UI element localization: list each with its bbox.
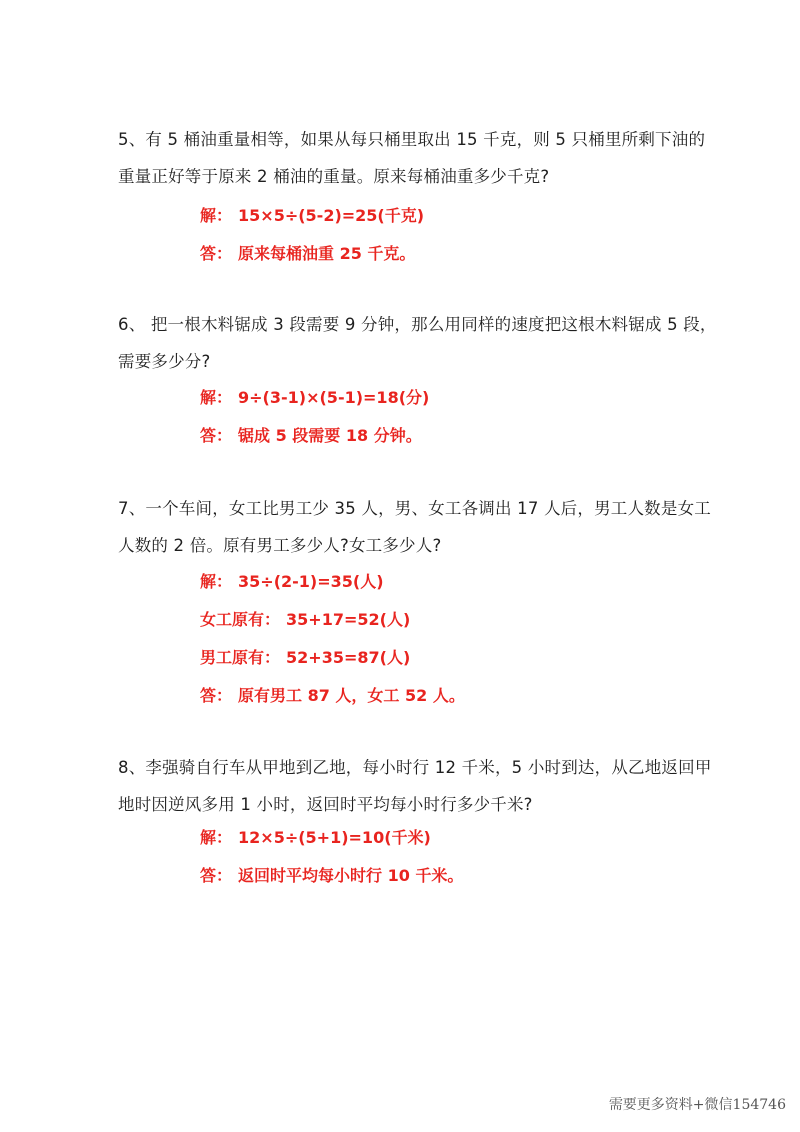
footer-watermark: 需要更多资料+微信154746: [608, 1097, 786, 1113]
answer-text: 原有男工 87 人，女工 52 人。: [238, 686, 465, 705]
answer-label: 解：: [200, 572, 233, 591]
answer-line: [200, 684, 465, 708]
question-line: 8、李强骑自行车从甲地到乙地，每小时行 12 千米，5 小时到达，从乙地返回甲: [118, 758, 712, 777]
problem-6-answers: [200, 386, 429, 448]
question-line: 需要多少分?: [118, 352, 211, 371]
answer-label: 解：: [200, 828, 233, 847]
question-line: 5、有 5 桶油重量相等，如果从每只桶里取出 15 千克，则 5 只桶里所剩下油的: [118, 130, 706, 149]
answer-line: [200, 204, 424, 228]
question-line: 6、 把一根木料锯成 3 段需要 9 分钟，那么用同样的速度把这根木料锯成 5 段，: [118, 315, 717, 334]
answer-line: [200, 608, 465, 632]
answer-label: 答：: [200, 686, 233, 705]
answer-text: 35+17=52(人): [286, 610, 411, 629]
answer-line: [200, 386, 429, 410]
answer-label: 解：: [200, 206, 233, 225]
answer-line: [200, 864, 463, 888]
answer-text: 35÷(2-1)=35(人): [238, 572, 384, 591]
problem-8-question: [118, 756, 712, 817]
answer-text: 15×5÷(5-2)=25(千克): [238, 206, 425, 225]
question-line: 重量正好等于原来 2 桶油的重量。原来每桶油重多少千克?: [118, 167, 550, 186]
answer-line: [200, 646, 465, 670]
answer-line: [200, 424, 429, 448]
answer-label: 答：: [200, 866, 233, 885]
answer-label: 男工原有：: [200, 648, 281, 667]
answer-line: [200, 826, 463, 850]
problem-7-answers: [200, 570, 465, 708]
answer-text: 原来每桶油重 25 千克。: [238, 244, 416, 263]
answer-label: 女工原有：: [200, 610, 281, 629]
answer-text: 返回时平均每小时行 10 千米。: [238, 866, 464, 885]
problem-7-question: [118, 497, 711, 558]
answer-label: 答：: [200, 426, 233, 445]
problem-8-answers: [200, 826, 463, 888]
answer-label: 解：: [200, 388, 233, 407]
question-line: 地时因逆风多用 1 小时，返回时平均每小时行多少千米?: [118, 795, 533, 814]
answer-text: 锯成 5 段需要 18 分钟。: [238, 426, 422, 445]
answer-text: 9÷(3-1)×(5-1)=18(分): [238, 388, 430, 407]
answer-line: [200, 242, 424, 266]
answer-text: 52+35=87(人): [286, 648, 411, 667]
problem-6-question: [118, 313, 717, 374]
answer-line: [200, 570, 465, 594]
problem-5-question: [118, 128, 706, 189]
answer-text: 12×5÷(5+1)=10(千米): [238, 828, 431, 847]
question-line: 7、一个车间，女工比男工少 35 人，男、女工各调出 17 人后，男工人数是女工: [118, 499, 711, 518]
question-line: 人数的 2 倍。原有男工多少人?女工多少人?: [118, 536, 442, 555]
answer-label: 答：: [200, 244, 233, 263]
problem-5-answers: [200, 204, 424, 266]
